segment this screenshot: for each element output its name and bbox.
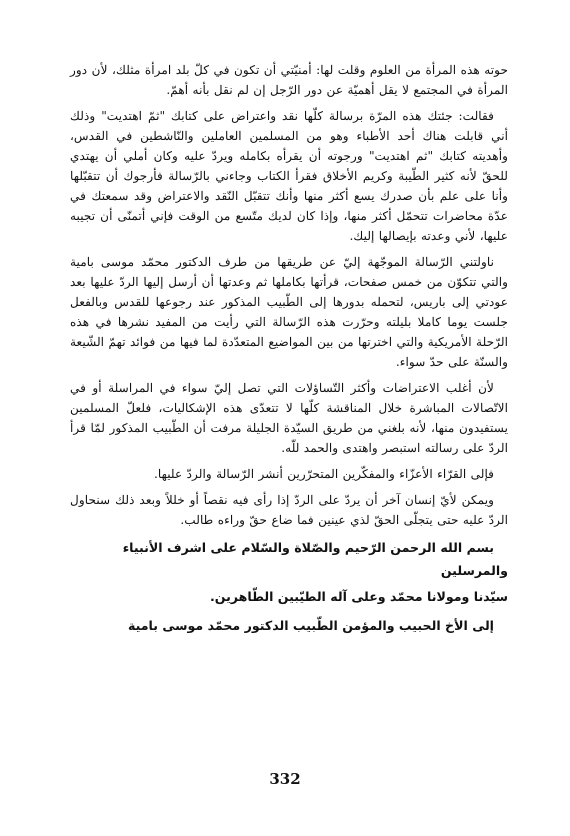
paragraph-5: فإلى القرّاء الأعزّاء والمفكّرين المتحرّرين أنشر الرّسالة والردّ عليها. (154, 467, 494, 481)
basmala-continuation: سيّدنا ومولانا محمّد وعلى آله الطيّبين الطّاهرين. (209, 589, 508, 604)
page-number: 332 (269, 770, 301, 788)
paragraph-3: ناولتني الرّسالة الموجّهة إليّ عن طريقها من طرف الدكتور محمّد موسى بامية والتي تتكوّن من خمس صفحات، قرأتها بكاملها ثم وعدتها أن أرسل إليها الردّ عليها بعد عودتي إلى باريس، لتحمله بدورها إلى الطّبيب المذكور عند رجوعها للقدس وبالفعل جلست يوما كاملا بليلته وحرّرت هذه الرّسالة التي رأيت من المفيد نشرها في هذه الرّحلة الأمريكية والتي اخترتها من بين المواضيع المتعدّدة لما فيها من فوائد تهمّ الشّيعة والسنّة على حدّ سواء. (70, 255, 508, 369)
paragraph-2: فقالت: جئتك هذه المرّة برسالة كلّها نقد واعتراض على كتابك "ثمّ اهتديت" وذلك أني قابلت هناك أحد الأطباء وهو من المسلمين العاملين والنّاشطين في القدس، وأهديته كتابك "ثم اهتديت" ورجوته أن يقرأه بكامله ويردّ عليه وكان أملي أن يهتدي للحقّ لأنه كثير الطّيبة وكريم الأخلاق فقرأ الكتاب وجاءني بالرّسالة فأرجوك أن تتقبّلها وأنا على علم بأن صدرك يسع أكثر منها وأنك تتقبّل النّقد والاعتراض وقد سمعتك في عدّة محاضرات تتحمّل أكثر منها، وإذا كان لديك متّسع من الوقت فإني أتمنّى أن تجيبه عليها، لأني وعدته بإيصالها إليك. (70, 109, 508, 243)
paragraph-6: ويمكن لأيّ إنسان آخر أن يردّ على الردّ إذا رأى فيه نقصاً أو خللاً وبعد ذلك سنحاول الردّ عليه حتى يتجلّى الحقّ لذي عينين فما ضاع حقّ وراءه طالب. (70, 493, 508, 527)
page-body (70, 60, 508, 640)
paragraph-4: لأن أغلب الاعتراضات وأكثر التّساؤلات التي تصل إليّ سواء في المراسلة أو في الاتّصالات المباشرة خلال المناقشة كلّها لا تتعدّى هذه الإشكاليات، فلعلّ المسلمين يستفيدون منها، لأنه بلغني من طريق السيّدة الجليلة مرفت أن الطّبيب المذكور لمّا قرأ الردّ على رسالته استبصر واهتدى والحمد للّه. (70, 381, 508, 455)
letter-salutation: إلى الأخ الحبيب والمؤمن الطّبيب الدكتور محمّد موسى بامية (127, 618, 494, 633)
basmala-line: بسم الله الرحمن الرّحيم والصّلاة والسّلام على اشرف الأنبياء والمرسلين (122, 540, 508, 578)
paragraph-1: حوته هذه المرأة من العلوم وقلت لها: أمنيّتي أن تكون في كلّ بلد امرأة مثلك، لأن دور المرأة في المجتمع لا يقل أهميّة عن دور الرّجل إن لم نقل بأنه أهمّ. (70, 63, 508, 97)
